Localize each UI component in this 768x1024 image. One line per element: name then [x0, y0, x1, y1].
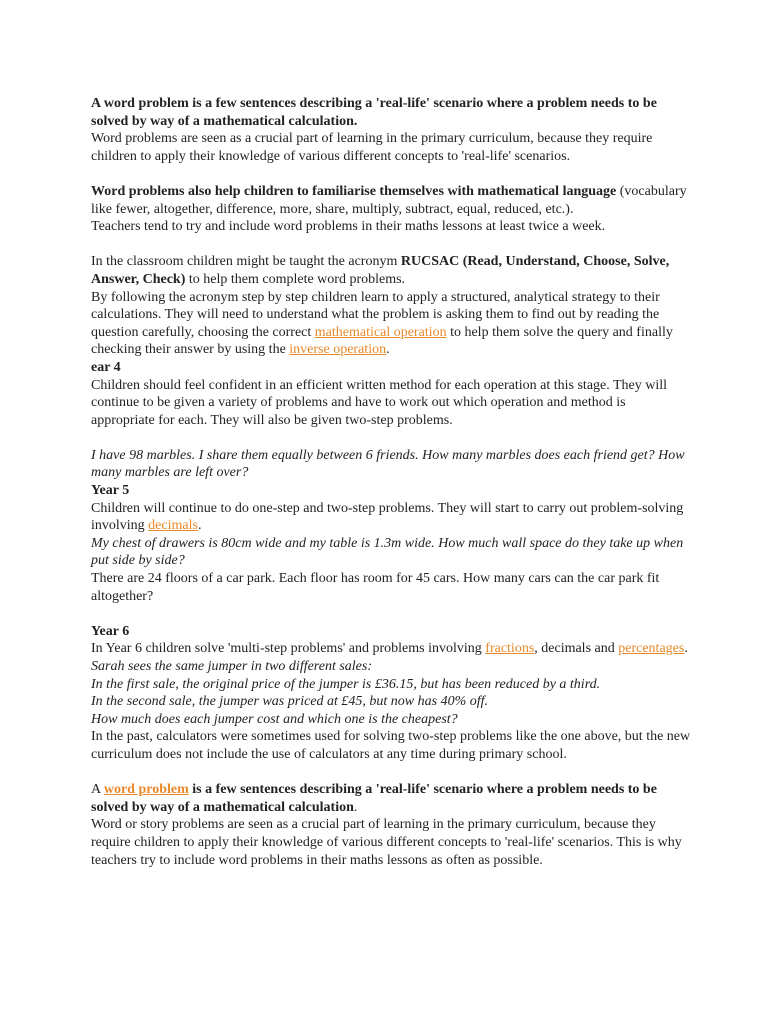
- language-rest: (vocabulary like fewer, altogether, difference, more, share, multiply, subtract, equal, reduced, etc.).: [91, 183, 687, 217]
- decimals-link[interactable]: decimals: [148, 518, 198, 534]
- percentages-link[interactable]: percentages: [618, 641, 685, 657]
- year4-text: Children should feel confident in an efficient written method for each operation at this stage. They will continue to be given a variety of problems and have to work out which operation and method is appropriate for each. They will also be given two-step problems.: [91, 377, 668, 428]
- definition-bold: A word problem is a few sentences describing a 'real-life' scenario where a problem needs to be solved by way of a mathematical calculation.: [91, 96, 657, 129]
- rucsac-bold: RUCSAC (Read, Understand, Choose, Solve, Answer, Check): [91, 254, 670, 287]
- year6-example-2: In the first sale, the original price of the jumper is £36.15, but has been reduced by a third.: [91, 676, 601, 692]
- definition-paragraph: [91, 95, 691, 130]
- word-problem-link[interactable]: word problem: [103, 782, 189, 798]
- language-bold: Word problems also help children to familiarise themselves with mathematical language: [91, 183, 617, 199]
- twice-week-paragraph: Teachers tend to try and include word problems in their maths lessons at least twice a week.: [91, 219, 606, 235]
- inverse-operation-link[interactable]: inverse operation: [289, 342, 387, 358]
- fractions-link[interactable]: fractions: [485, 641, 535, 657]
- year6-example-3: In the second sale, the jumper was priced at £45, but now has 40% off.: [91, 694, 489, 710]
- year5-text: Children will continue to do one-step and two-step problems. They will start to carry out problem-solving involving decimals.: [91, 500, 684, 534]
- definition-repeat-paragraph: A word problem is a few sentences describing a 'real-life' scenario where a problem needs to be solved by way of a mathematical calculation.: [91, 782, 657, 815]
- year5-car-park: There are 24 floors of a car park. Each floor has room for 45 cars. How many cars can the car park fit altogether?: [91, 571, 660, 604]
- year5-example: My chest of drawers is 80cm wide and my table is 1.3m wide. How much wall space do they take up when put side by side?: [91, 535, 684, 569]
- strategy-paragraph: By following the acronym step by step children learn to apply a structured, analytical strategy to their calculations. They will need to understand what the problem is asking them to find out by reading the question carefully, choosing the correct mathematical operation to help them solve the query and finally checking their answer by using the inverse operation.: [91, 289, 673, 358]
- mathematical-operation-link[interactable]: mathematical operation: [314, 324, 447, 340]
- year6-heading: Year 6: [91, 623, 130, 639]
- language-paragraph: [91, 183, 691, 218]
- year4-heading: ear 4: [91, 359, 121, 375]
- document-body: [91, 95, 691, 869]
- rucsac-paragraph: In the classroom children might be taught the acronym RUCSAC (Read, Understand, Choose, Solve, Answer, Check) to help them complete word problems.: [91, 254, 670, 287]
- year5-heading: Year 5: [91, 483, 130, 499]
- intro-paragraph: Word problems are seen as a crucial part of learning in the primary curriculum, because they require children to apply their knowledge of various different concepts to 'real-life' scenarios.: [91, 131, 653, 164]
- year4-example: I have 98 marbles. I share them equally between 6 friends. How many marbles does each friend get? How many marbles are left over?: [91, 447, 685, 481]
- year6-example-4: How much does each jumper cost and which one is the cheapest?: [91, 711, 458, 727]
- calculators-paragraph: In the past, calculators were sometimes used for solving two-step problems like the one above, but the new curriculum does not include the use of calculators at any time during primary school.: [91, 729, 691, 762]
- year6-example-1: Sarah sees the same jumper in two different sales:: [91, 659, 373, 674]
- year6-text: In Year 6 children solve 'multi-step problems' and problems involving fractions, decimals and percentages.: [91, 641, 688, 657]
- story-problems-paragraph: Word or story problems are seen as a crucial part of learning in the primary curriculum, because they require children to apply their knowledge of various different concepts to 'real-life' scenarios. This is why teachers try to include word problems in their maths lessons as often as possible.: [91, 817, 682, 868]
